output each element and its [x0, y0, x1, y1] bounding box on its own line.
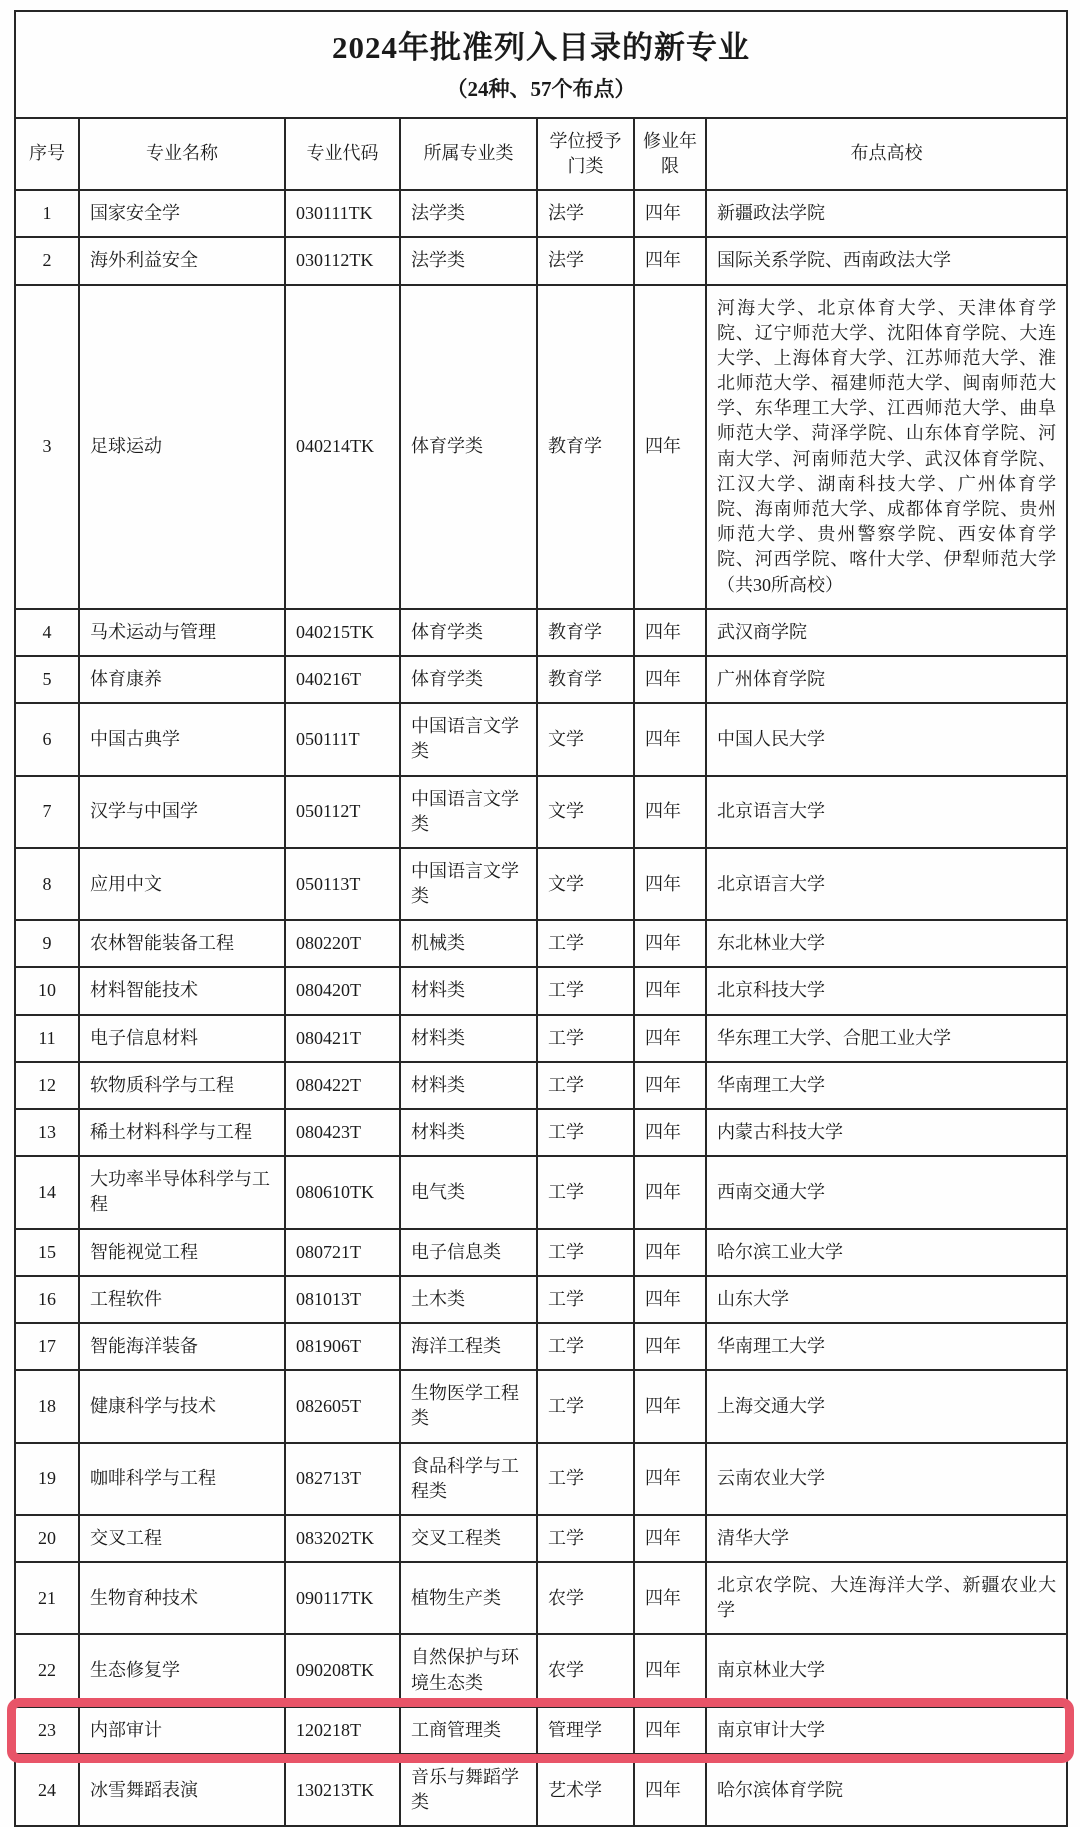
- cell-no: 11: [15, 1015, 79, 1062]
- cell-category: 材料类: [400, 1062, 537, 1109]
- cell-code: 080721T: [285, 1229, 400, 1276]
- column-header-years: 修业年限: [634, 118, 706, 190]
- cell-schools: 南京林业大学: [706, 1634, 1067, 1706]
- table-title-block: [15, 11, 1067, 118]
- cell-schools: 清华大学: [706, 1515, 1067, 1562]
- table-subtitle: （24种、57个布点）: [446, 77, 636, 102]
- table-row: [15, 237, 1067, 284]
- cell-schools: 北京科技大学: [706, 967, 1067, 1014]
- cell-category: 材料类: [400, 1015, 537, 1062]
- table-row: [15, 920, 1067, 967]
- cell-no: 19: [15, 1443, 79, 1515]
- cell-years: 四年: [634, 1062, 706, 1109]
- cell-code: 050111T: [285, 703, 400, 775]
- cell-degree: 工学: [537, 967, 634, 1014]
- cell-years: 四年: [634, 776, 706, 848]
- column-header-category: 所属专业类: [400, 118, 537, 190]
- cell-code: 083202TK: [285, 1515, 400, 1562]
- cell-name: 应用中文: [79, 848, 285, 920]
- cell-category: 土木类: [400, 1276, 537, 1323]
- cell-name: 智能视觉工程: [79, 1229, 285, 1276]
- cell-schools: 山东大学: [706, 1276, 1067, 1323]
- cell-code: 081013T: [285, 1276, 400, 1323]
- cell-years: 四年: [634, 1370, 706, 1442]
- cell-category: 自然保护与环境生态类: [400, 1634, 537, 1706]
- table-row: [15, 1754, 1067, 1826]
- cell-category: 体育学类: [400, 656, 537, 703]
- cell-degree: 法学: [537, 237, 634, 284]
- cell-years: 四年: [634, 1156, 706, 1228]
- table-row: [15, 656, 1067, 703]
- cell-code: 090117TK: [285, 1562, 400, 1634]
- cell-schools: 武汉商学院: [706, 609, 1067, 656]
- cell-category: 法学类: [400, 190, 537, 237]
- cell-schools: 哈尔滨体育学院: [706, 1754, 1067, 1826]
- cell-schools: 上海交通大学: [706, 1370, 1067, 1442]
- cell-code: 080610TK: [285, 1156, 400, 1228]
- cell-no: 6: [15, 703, 79, 775]
- cell-category: 中国语言文学类: [400, 776, 537, 848]
- cell-schools: 云南农业大学: [706, 1443, 1067, 1515]
- table-row: [15, 1229, 1067, 1276]
- cell-category: 生物医学工程类: [400, 1370, 537, 1442]
- cell-code: 030112TK: [285, 237, 400, 284]
- cell-no: 5: [15, 656, 79, 703]
- cell-code: 040214TK: [285, 285, 400, 609]
- header-row: [15, 118, 1067, 190]
- cell-no: 15: [15, 1229, 79, 1276]
- table-row: [15, 776, 1067, 848]
- table-body: [15, 190, 1067, 1826]
- cell-code: 082605T: [285, 1370, 400, 1442]
- table-row: [15, 1634, 1067, 1706]
- cell-schools: 华东理工大学、合肥工业大学: [706, 1015, 1067, 1062]
- cell-schools: 河海大学、北京体育大学、天津体育学院、辽宁师范大学、沈阳体育学院、大连大学、上海体育大学、江苏师范大学、淮北师范大学、福建师范大学、闽南师范大学、东华理工大学、江西师范大学、曲阜师范大学、菏泽学院、山东体育学院、河南大学、河南师范大学、武汉体育学院、江汉大学、湖南科技大学、广州体育学院、海南师范大学、成都体育学院、贵州师范大学、贵州警察学院、西安体育学院、河西学院、喀什大学、伊犁师范大学（共30所高校）: [706, 285, 1067, 609]
- cell-degree: 法学: [537, 190, 634, 237]
- cell-no: 8: [15, 848, 79, 920]
- cell-no: 4: [15, 609, 79, 656]
- cell-name: 中国古典学: [79, 703, 285, 775]
- table-row: [15, 703, 1067, 775]
- cell-name: 马术运动与管理: [79, 609, 285, 656]
- cell-schools: 北京农学院、大连海洋大学、新疆农业大学: [706, 1562, 1067, 1634]
- cell-no: 20: [15, 1515, 79, 1562]
- cell-schools: 南京审计大学: [706, 1707, 1067, 1754]
- cell-name: 大功率半导体科学与工程: [79, 1156, 285, 1228]
- cell-years: 四年: [634, 1707, 706, 1754]
- cell-no: 22: [15, 1634, 79, 1706]
- cell-name: 智能海洋装备: [79, 1323, 285, 1370]
- cell-degree: 教育学: [537, 285, 634, 609]
- table-row: [15, 1156, 1067, 1228]
- cell-code: 080420T: [285, 967, 400, 1014]
- cell-category: 法学类: [400, 237, 537, 284]
- cell-no: 9: [15, 920, 79, 967]
- table-row: [15, 1515, 1067, 1562]
- cell-name: 体育康养: [79, 656, 285, 703]
- column-header-no: 序号: [15, 118, 79, 190]
- cell-degree: 工学: [537, 1156, 634, 1228]
- cell-years: 四年: [634, 1443, 706, 1515]
- cell-category: 体育学类: [400, 285, 537, 609]
- table-row: [15, 1323, 1067, 1370]
- cell-code: 080421T: [285, 1015, 400, 1062]
- cell-code: 120218T: [285, 1707, 400, 1754]
- cell-years: 四年: [634, 609, 706, 656]
- cell-code: 080423T: [285, 1109, 400, 1156]
- cell-years: 四年: [634, 190, 706, 237]
- cell-code: 082713T: [285, 1443, 400, 1515]
- cell-category: 材料类: [400, 1109, 537, 1156]
- cell-name: 生物育种技术: [79, 1562, 285, 1634]
- table-row: [15, 1562, 1067, 1634]
- table-row: [15, 848, 1067, 920]
- column-header-degree: 学位授予门类: [537, 118, 634, 190]
- cell-years: 四年: [634, 1754, 706, 1826]
- table-row: [15, 1015, 1067, 1062]
- cell-category: 机械类: [400, 920, 537, 967]
- cell-no: 7: [15, 776, 79, 848]
- cell-degree: 文学: [537, 848, 634, 920]
- table-row: [15, 1062, 1067, 1109]
- cell-category: 电气类: [400, 1156, 537, 1228]
- cell-years: 四年: [634, 1634, 706, 1706]
- cell-name: 国家安全学: [79, 190, 285, 237]
- cell-years: 四年: [634, 1109, 706, 1156]
- cell-name: 工程软件: [79, 1276, 285, 1323]
- cell-category: 工商管理类: [400, 1707, 537, 1754]
- cell-years: 四年: [634, 1323, 706, 1370]
- column-header-code: 专业代码: [285, 118, 400, 190]
- cell-years: 四年: [634, 1562, 706, 1634]
- cell-code: 130213TK: [285, 1754, 400, 1826]
- cell-schools: 广州体育学院: [706, 656, 1067, 703]
- cell-code: 081906T: [285, 1323, 400, 1370]
- cell-name: 冰雪舞蹈表演: [79, 1754, 285, 1826]
- cell-schools: 北京语言大学: [706, 848, 1067, 920]
- cell-no: 21: [15, 1562, 79, 1634]
- column-header-schools: 布点高校: [706, 118, 1067, 190]
- cell-no: 2: [15, 237, 79, 284]
- cell-no: 18: [15, 1370, 79, 1442]
- cell-years: 四年: [634, 1015, 706, 1062]
- cell-category: 交叉工程类: [400, 1515, 537, 1562]
- cell-years: 四年: [634, 703, 706, 775]
- cell-schools: 国际关系学院、西南政法大学: [706, 237, 1067, 284]
- cell-name: 咖啡科学与工程: [79, 1443, 285, 1515]
- cell-code: 040216T: [285, 656, 400, 703]
- cell-degree: 工学: [537, 1370, 634, 1442]
- table-row: [15, 967, 1067, 1014]
- cell-name: 汉学与中国学: [79, 776, 285, 848]
- cell-years: 四年: [634, 1276, 706, 1323]
- cell-code: 050112T: [285, 776, 400, 848]
- cell-category: 体育学类: [400, 609, 537, 656]
- table-row: [15, 190, 1067, 237]
- cell-code: 090208TK: [285, 1634, 400, 1706]
- cell-no: 1: [15, 190, 79, 237]
- cell-code: 050113T: [285, 848, 400, 920]
- cell-degree: 工学: [537, 1229, 634, 1276]
- column-header-name: 专业名称: [79, 118, 285, 190]
- cell-no: 23: [15, 1707, 79, 1754]
- cell-category: 材料类: [400, 967, 537, 1014]
- cell-no: 14: [15, 1156, 79, 1228]
- cell-degree: 工学: [537, 1443, 634, 1515]
- table-row: [15, 1370, 1067, 1442]
- table-row: [15, 1707, 1067, 1754]
- cell-name: 健康科学与技术: [79, 1370, 285, 1442]
- cell-schools: 东北林业大学: [706, 920, 1067, 967]
- cell-degree: 工学: [537, 1062, 634, 1109]
- cell-category: 中国语言文学类: [400, 848, 537, 920]
- cell-name: 稀土材料科学与工程: [79, 1109, 285, 1156]
- cell-degree: 农学: [537, 1562, 634, 1634]
- cell-no: 24: [15, 1754, 79, 1826]
- cell-category: 中国语言文学类: [400, 703, 537, 775]
- cell-name: 交叉工程: [79, 1515, 285, 1562]
- cell-years: 四年: [634, 967, 706, 1014]
- cell-degree: 文学: [537, 703, 634, 775]
- cell-category: 音乐与舞蹈学类: [400, 1754, 537, 1826]
- cell-degree: 文学: [537, 776, 634, 848]
- cell-schools: 华南理工大学: [706, 1323, 1067, 1370]
- cell-schools: 北京语言大学: [706, 776, 1067, 848]
- cell-degree: 农学: [537, 1634, 634, 1706]
- table-row: [15, 1109, 1067, 1156]
- majors-table: [14, 10, 1068, 1827]
- cell-no: 10: [15, 967, 79, 1014]
- title-row: [15, 11, 1067, 118]
- cell-schools: 新疆政法学院: [706, 190, 1067, 237]
- cell-name: 海外利益安全: [79, 237, 285, 284]
- table-title: 2024年批准列入目录的新专业: [332, 30, 751, 65]
- cell-category: 海洋工程类: [400, 1323, 537, 1370]
- cell-degree: 教育学: [537, 609, 634, 656]
- table-row: [15, 1276, 1067, 1323]
- cell-no: 3: [15, 285, 79, 609]
- cell-schools: 哈尔滨工业大学: [706, 1229, 1067, 1276]
- cell-code: 030111TK: [285, 190, 400, 237]
- cell-degree: 艺术学: [537, 1754, 634, 1826]
- cell-name: 足球运动: [79, 285, 285, 609]
- cell-code: 080422T: [285, 1062, 400, 1109]
- cell-name: 内部审计: [79, 1707, 285, 1754]
- cell-schools: 西南交通大学: [706, 1156, 1067, 1228]
- table-row: [15, 1443, 1067, 1515]
- cell-years: 四年: [634, 1515, 706, 1562]
- cell-years: 四年: [634, 848, 706, 920]
- cell-years: 四年: [634, 920, 706, 967]
- cell-name: 生态修复学: [79, 1634, 285, 1706]
- cell-name: 材料智能技术: [79, 967, 285, 1014]
- cell-years: 四年: [634, 285, 706, 609]
- cell-degree: 工学: [537, 1515, 634, 1562]
- cell-degree: 教育学: [537, 656, 634, 703]
- cell-category: 植物生产类: [400, 1562, 537, 1634]
- cell-name: 电子信息材料: [79, 1015, 285, 1062]
- cell-years: 四年: [634, 656, 706, 703]
- cell-no: 16: [15, 1276, 79, 1323]
- cell-category: 电子信息类: [400, 1229, 537, 1276]
- cell-degree: 工学: [537, 1276, 634, 1323]
- cell-years: 四年: [634, 237, 706, 284]
- approved-majors-table: [14, 10, 1066, 1827]
- cell-degree: 管理学: [537, 1707, 634, 1754]
- cell-degree: 工学: [537, 920, 634, 967]
- cell-schools: 华南理工大学: [706, 1062, 1067, 1109]
- cell-schools: 内蒙古科技大学: [706, 1109, 1067, 1156]
- cell-degree: 工学: [537, 1015, 634, 1062]
- cell-name: 软物质科学与工程: [79, 1062, 285, 1109]
- table-row: [15, 285, 1067, 609]
- cell-degree: 工学: [537, 1109, 634, 1156]
- cell-schools: 中国人民大学: [706, 703, 1067, 775]
- cell-degree: 工学: [537, 1323, 634, 1370]
- cell-no: 12: [15, 1062, 79, 1109]
- cell-code: 040215TK: [285, 609, 400, 656]
- cell-years: 四年: [634, 1229, 706, 1276]
- table-row: [15, 609, 1067, 656]
- cell-name: 农林智能装备工程: [79, 920, 285, 967]
- cell-no: 17: [15, 1323, 79, 1370]
- cell-category: 食品科学与工程类: [400, 1443, 537, 1515]
- cell-no: 13: [15, 1109, 79, 1156]
- cell-code: 080220T: [285, 920, 400, 967]
